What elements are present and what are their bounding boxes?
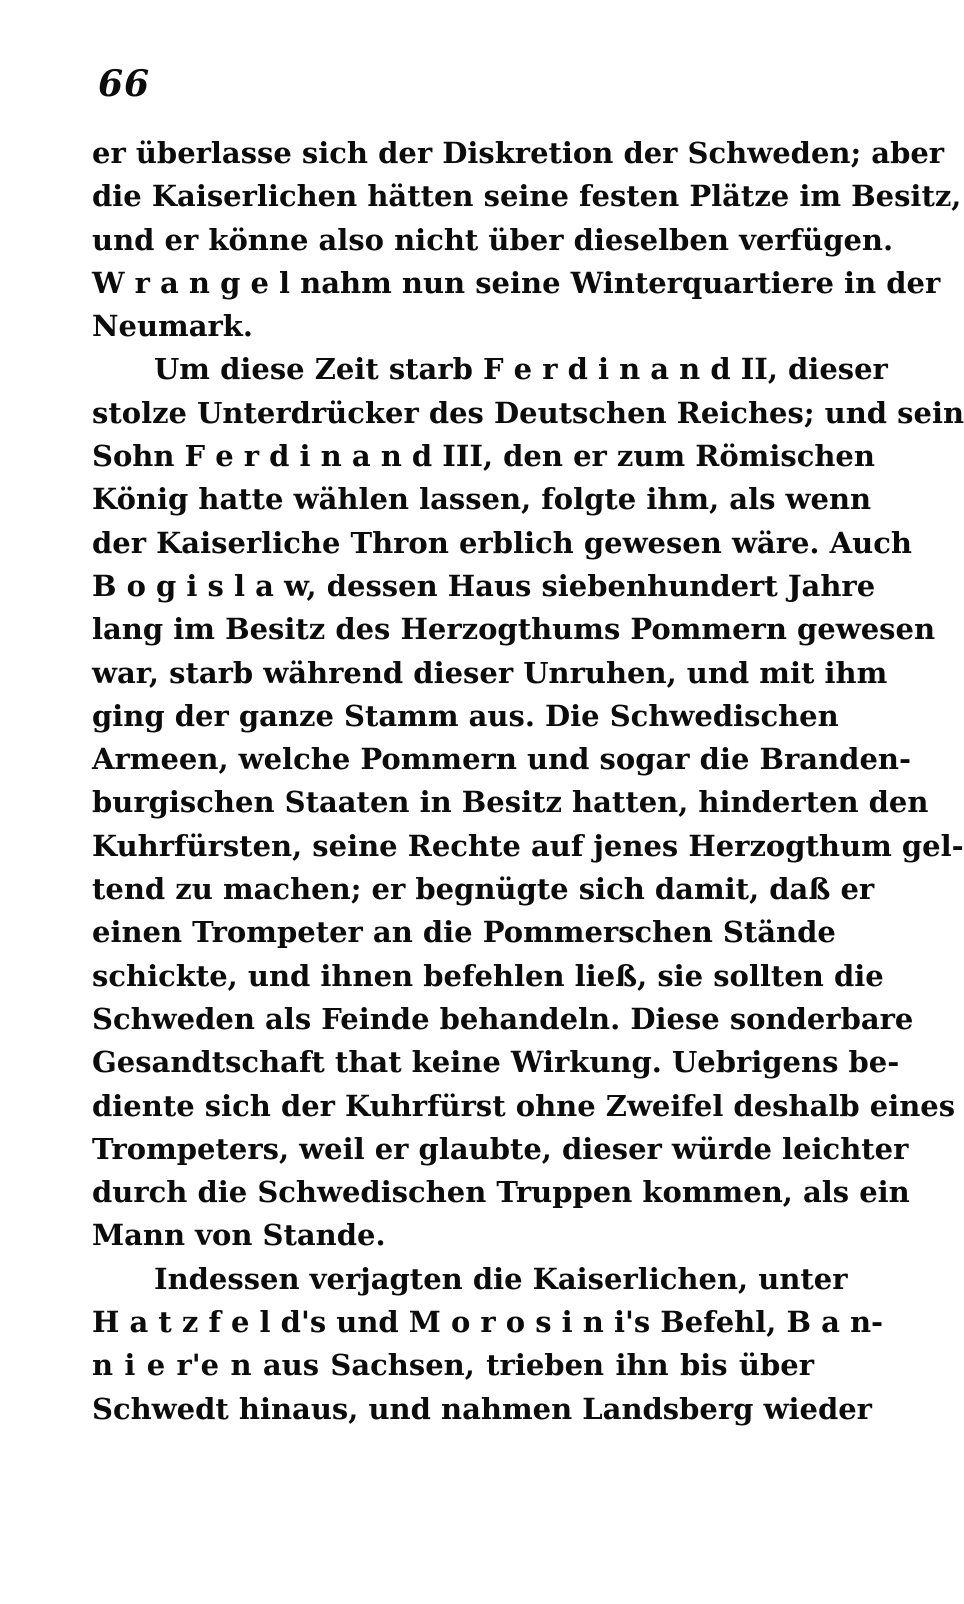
- text-line: Mann von Stande.: [92, 1218, 386, 1253]
- body-text: [92, 132, 964, 1431]
- text-line: Sohn F e r d i n a n d III, den er zum Römischen: [92, 439, 875, 474]
- text-line: lang im Besitz des Herzogthums Pommern gewesen: [92, 612, 936, 647]
- text-line: Kuhrfürsten, seine Rechte auf jenes Herzogthum gel-: [92, 828, 964, 863]
- text-line: er überlasse sich der Diskretion der Schweden; aber: [92, 136, 945, 170]
- text-line: ging der ganze Stamm aus. Die Schwedischen: [92, 698, 839, 733]
- text-line: B o g i s l a w, dessen Haus siebenhundert Jahre: [92, 568, 876, 603]
- text-line: Neumark.: [92, 309, 253, 344]
- text-line: n i e r'e n aus Sachsen, trieben ihn bis über: [92, 1348, 814, 1383]
- text-line: Trompeters, weil er glaubte, dieser würde leichter: [92, 1131, 909, 1166]
- text-line: Um diese Zeit starb F e r d i n a n d II, dieser: [154, 352, 888, 387]
- text-line: schickte, und ihnen befehlen ließ, sie sollten die: [92, 958, 884, 993]
- text-line: Gesandtschaft that keine Wirkung. Uebrigens be-: [92, 1045, 900, 1080]
- text-line: einen Trompeter an die Pommerschen Stände: [92, 915, 836, 950]
- page-number: 66: [98, 63, 151, 105]
- text-line: durch die Schwedischen Truppen kommen, als ein: [92, 1175, 910, 1210]
- text-line: der Kaiserliche Thron erblich gewesen wäre. Auch: [92, 525, 912, 560]
- text-line: Indessen verjagten die Kaiserlichen, unter: [154, 1261, 848, 1296]
- text-line: König hatte wählen lassen, folgte ihm, als wenn: [92, 482, 872, 517]
- text-line: tend zu machen; er begnügte sich damit, daß er: [92, 872, 875, 907]
- text-line: war, starb während dieser Unruhen, und mit ihm: [92, 655, 888, 690]
- text-line: W r a n g e l nahm nun seine Winterquartiere in der: [92, 265, 941, 300]
- text-line: Schweden als Feinde behandeln. Diese sonderbare: [92, 1001, 914, 1036]
- text-line: burgischen Staaten in Besitz hatten, hinderten den: [92, 785, 929, 820]
- text-line: und er könne also nicht über dieselben verfügen.: [92, 222, 894, 257]
- text-line: diente sich der Kuhrfürst ohne Zweifel deshalb eines: [92, 1088, 956, 1123]
- text-line: Armeen, welche Pommern und sogar die Branden-: [92, 742, 912, 777]
- text-line: die Kaiserlichen hätten seine festen Plätze im Besitz,: [92, 179, 962, 214]
- text-line: H a t z f e l d's und M o r o s i n i's Befehl, B a n-: [92, 1305, 884, 1340]
- text-line: stolze Unterdrücker des Deutschen Reiches; und sein: [92, 395, 964, 430]
- text-line: Schwedt hinaus, und nahmen Landsberg wieder: [92, 1391, 872, 1426]
